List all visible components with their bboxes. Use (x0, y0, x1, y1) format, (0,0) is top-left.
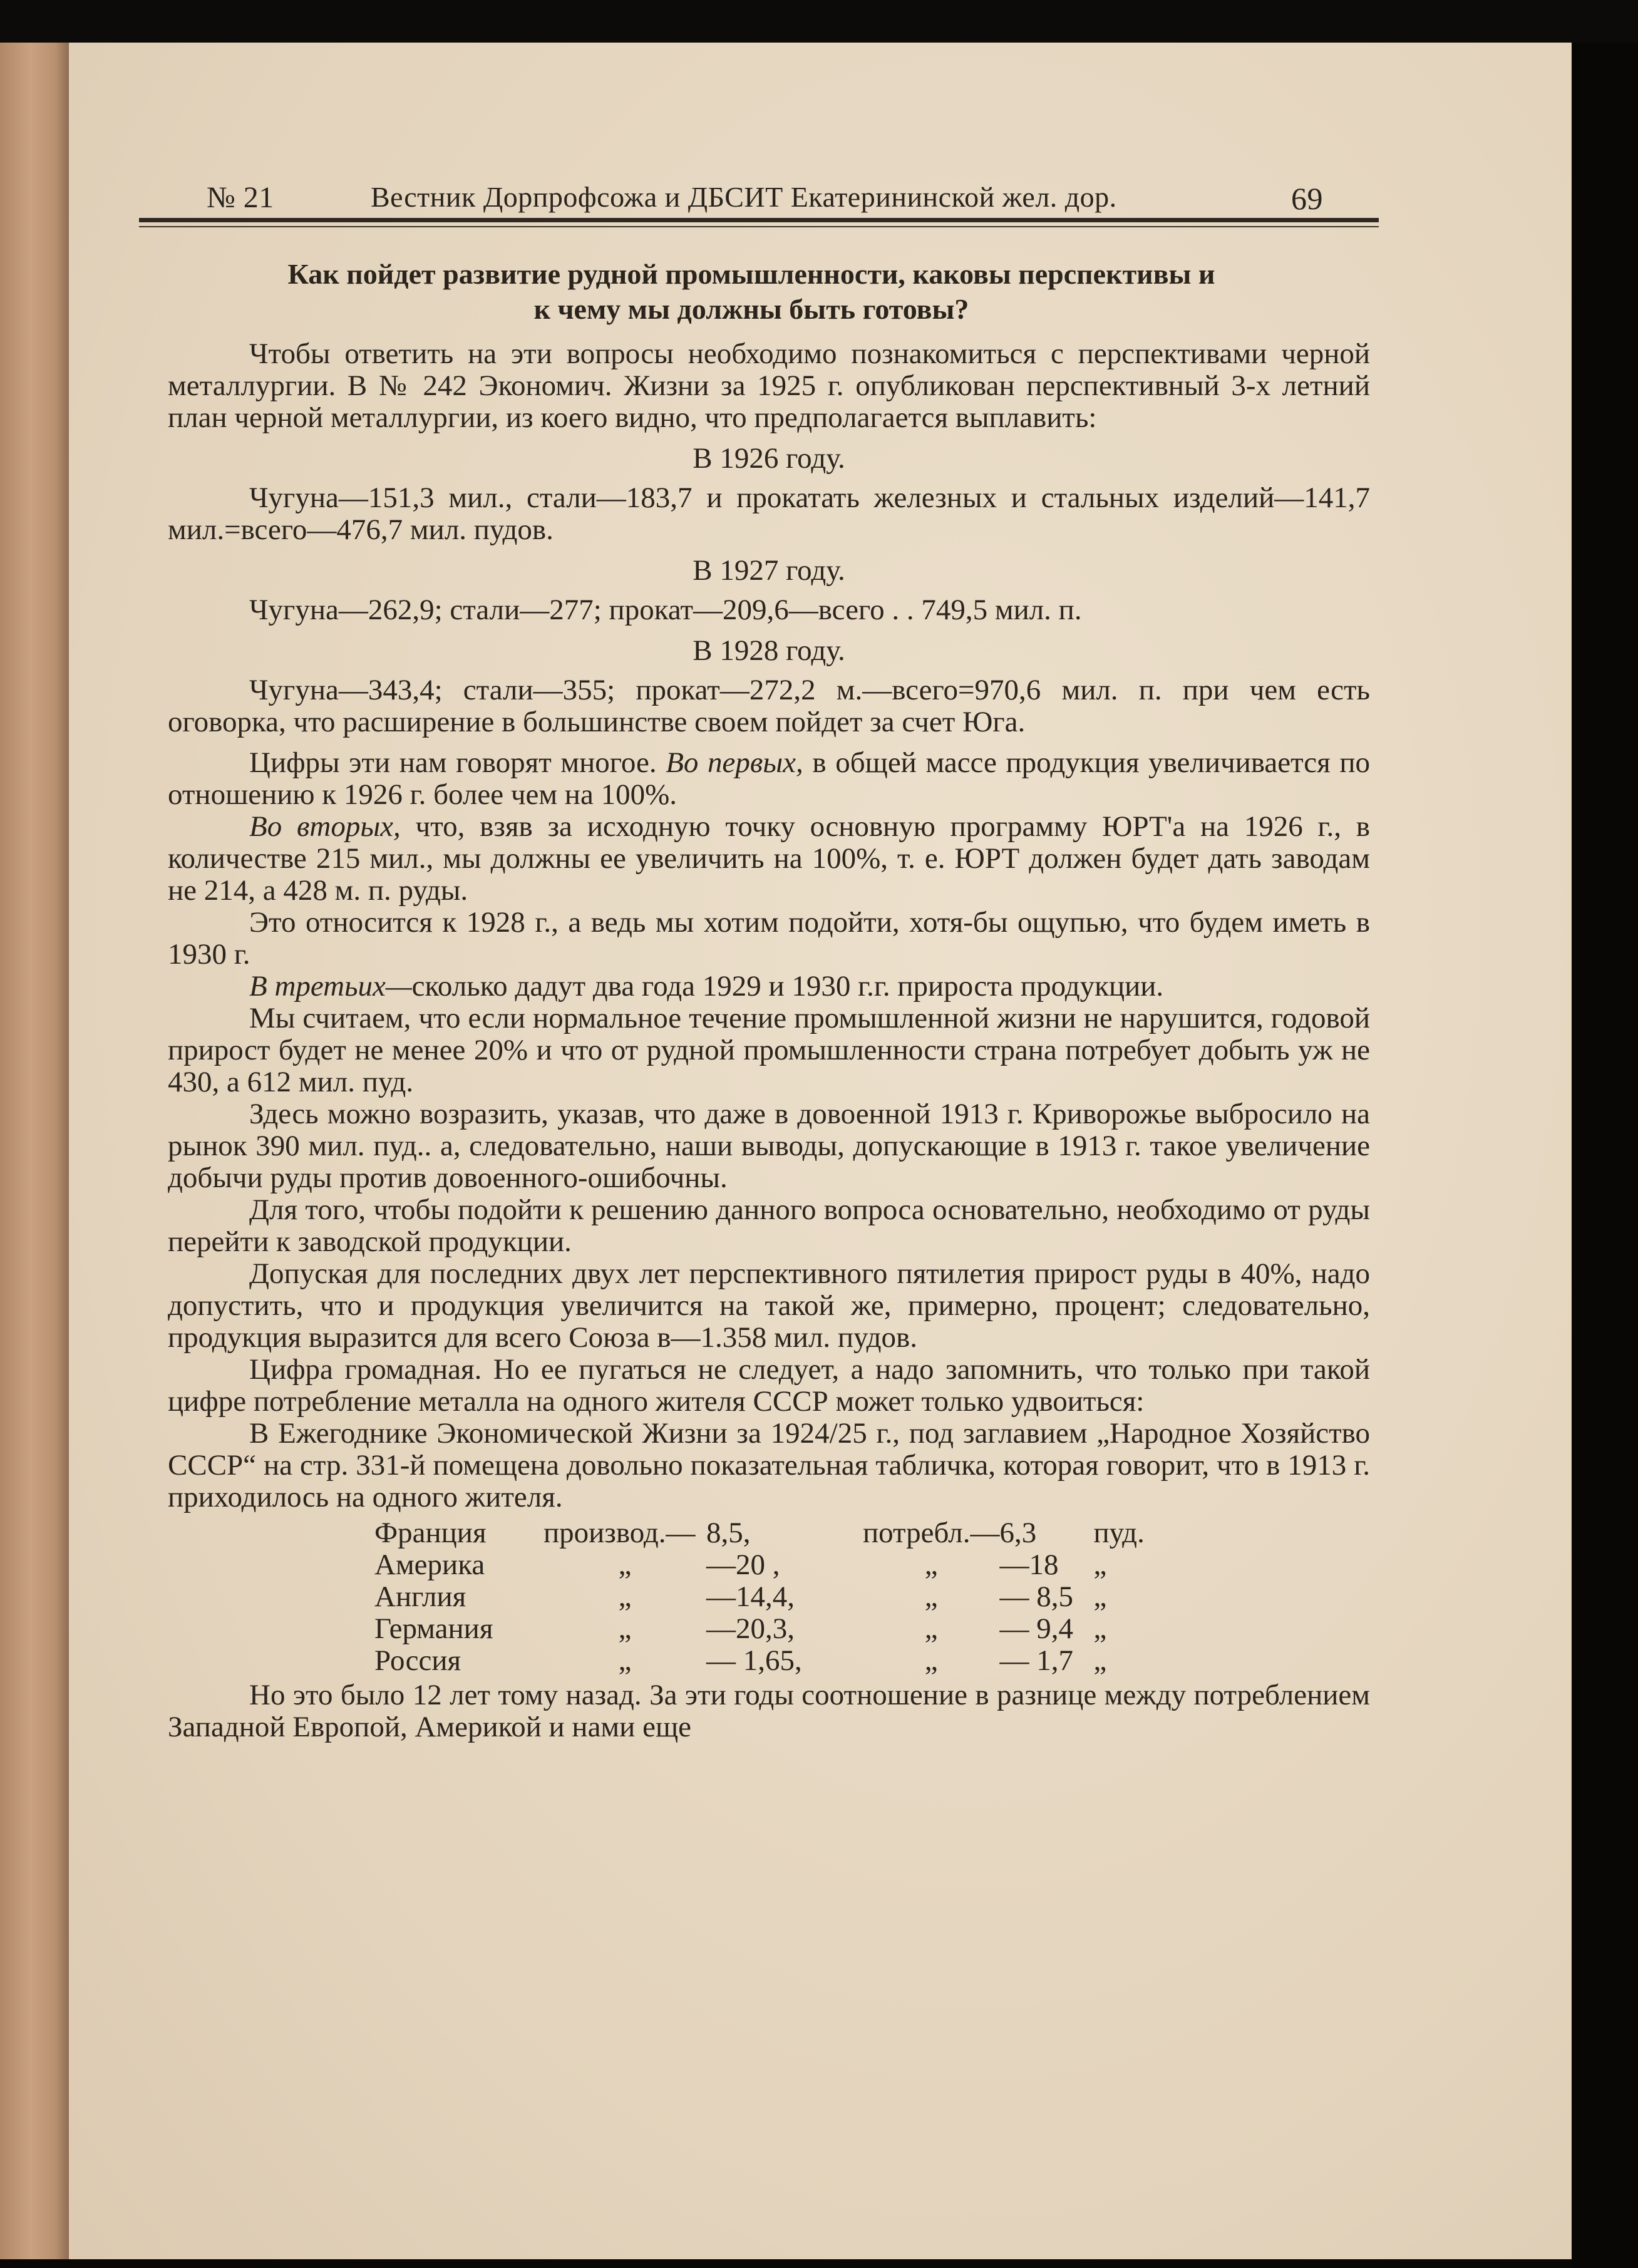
text-run: что, взяв за исходную точку основную программу ЮРТ'а на 1926 г., в количестве 215 мил., мы должны ее увеличить на 100%, т. е. ЮРТ должен будет дать заводам не 214, а 428 м. п. руды. (168, 810, 1370, 907)
paragraph-secondly (168, 811, 1370, 907)
ditto-mark: „ (1093, 1644, 1107, 1677)
year-heading-1928: В 1928 году. (693, 634, 845, 667)
ditto-mark: „ (618, 1612, 632, 1645)
country-cell: Англия (374, 1580, 466, 1613)
page-number: 69 (1291, 181, 1323, 216)
ditto-mark: „ (924, 1612, 938, 1645)
unit-cell: пуд. (1093, 1517, 1145, 1549)
emphasis: Во первых, (666, 746, 803, 779)
production-value: 8,5, (706, 1517, 751, 1549)
ditto-mark: „ (1093, 1549, 1107, 1581)
consumption-value: —18 (999, 1549, 1059, 1581)
header-rule-thin (139, 226, 1379, 227)
paragraph: Цифра громадная. Но ее пугаться не следует, а надо запомнить, что только при такой цифре потребление металла на одного жителя СССР может только удвоиться: (168, 1353, 1370, 1418)
paragraph: Мы считаем, что если нормальное течение промышленной жизни не нарушится, годовой прирост будет не менее 20% и что от рудной промышленности страна потребует добыть уж не 430, а 612 мил. пуд. (168, 1002, 1370, 1098)
paragraph: Для того, чтобы подойти к решению данного вопроса основательно, необходимо от руды перейти к заводской продукции. (168, 1193, 1370, 1258)
table-row (374, 1549, 1145, 1581)
paragraph-1927: Чугуна—262,9; стали—277; прокат—209,6—всего . . 749,5 мил. п. (249, 594, 1082, 626)
article-title (138, 257, 1365, 327)
ditto-mark: „ (924, 1644, 938, 1677)
ditto-mark: „ (1093, 1612, 1107, 1645)
article-title-line-2: к чему мы должны быть готовы? (533, 293, 969, 325)
article-title-line-1: Как пойдет развитие рудной промышленности, каковы перспективы и (287, 258, 1215, 290)
issue-number: № 21 (207, 181, 274, 214)
consumption-value: — 9,4 (999, 1612, 1073, 1645)
paragraph-thirdly (168, 971, 1370, 1003)
production-value: —20 , (706, 1549, 780, 1581)
production-value: —14,4, (706, 1580, 795, 1613)
emphasis: Во вторых, (249, 810, 401, 843)
year-heading-1926: В 1926 году. (693, 442, 845, 475)
ditto-mark: „ (618, 1549, 632, 1581)
table-row (374, 1613, 1145, 1645)
consumption-value: — 1,7 (999, 1644, 1073, 1677)
country-cell: Германия (374, 1612, 493, 1645)
scan-right-border (1572, 43, 1638, 2268)
running-head (139, 175, 1379, 219)
header-rule-thick (139, 218, 1379, 222)
ditto-mark: „ (924, 1580, 938, 1613)
table-row (374, 1645, 1145, 1677)
text-run: Цифры эти нам говорят многое. (249, 746, 666, 779)
paragraph: Допуская для последних двух лет перспективного пятилетия прирост руды в 40%, надо допустить, что и продукция увеличится на такой же, примерно, процент; следовательно, продукция выразится для всего Союза в—1.358 мил. пудов. (168, 1257, 1370, 1354)
ditto-mark: „ (1093, 1580, 1107, 1613)
production-value: — 1,65, (706, 1644, 802, 1677)
consumption-value: — 8,5 (999, 1580, 1073, 1613)
paragraph-1926: Чугуна—151,3 мил., стали—183,7 и прокатать железных и стальных изделий—141,7 мил.=всего—476,7 мил. пудов. (168, 482, 1370, 546)
table-row (374, 1517, 1145, 1549)
paragraph: Здесь можно возразить, указав, что даже в довоенной 1913 г. Криворожье выбросило на рынок 390 мил. пуд.. а, следовательно, наши выводы, допускающие в 1913 г. такое увеличение добычи руды против довоенного-ошибочны. (168, 1098, 1370, 1194)
text-run: сколько дадут два года 1929 и 1930 г.г. прироста продукции. (411, 970, 1164, 1003)
country-cell: Франция (374, 1517, 487, 1549)
article-body (168, 338, 1370, 1743)
country-cell: Америка (374, 1549, 485, 1581)
paragraph-firstly (168, 747, 1370, 811)
consumption-label: потребл.— (863, 1517, 1000, 1549)
text-run: в общей массе продукция увеличивается по отношению к 1926 г. более чем на 100%. (168, 746, 1370, 811)
paragraph: В Ежегоднике Экономической Жизни за 1924/25 г., под заглавием „Народное Хозяйство СССР“ на стр. 331-й помещена довольно показательная табличка, которая говорит, что в 1913 г. приходилось на одного жителя. (168, 1417, 1370, 1513)
scan-top-border (0, 0, 1638, 43)
paragraph: Это относится к 1928 г., а ведь мы хотим подойти, хотя-бы ощупью, что будем иметь в 1930 г. (168, 906, 1370, 971)
country-cell: Россия (374, 1644, 461, 1677)
paragraph-1928: Чугуна—343,4; стали—355; прокат—272,2 м.—всего=970,6 мил. п. при чем есть оговорка, что расширение в большинстве своем пойдет за счет Юга. (168, 674, 1370, 738)
consumption-value: 6,3 (999, 1517, 1037, 1549)
book-spine (0, 43, 69, 2259)
ditto-mark: „ (924, 1549, 938, 1581)
paragraph: Чтобы ответить на эти вопросы необходимо познакомиться с перспективами черной металлургии. В № 242 Экономич. Жизни за 1925 г. опубликован перспективный 3-х летний план черной металлургии, из коего видно, что предполагается выплавить: (168, 338, 1370, 434)
paragraph: Но это было 12 лет тому назад. За эти годы соотношение в разнице между потреблением Западной Европой, Америкой и нами еще (168, 1679, 1370, 1743)
ditto-mark: „ (618, 1644, 632, 1677)
year-heading-1927: В 1927 году. (693, 554, 845, 587)
production-value: —20,3, (706, 1612, 795, 1645)
table-row (374, 1581, 1145, 1613)
emphasis: В третьих— (249, 970, 412, 1003)
consumption-table (374, 1517, 1145, 1677)
production-label: производ.— (543, 1517, 696, 1549)
journal-name: Вестник Дорпрофсожа и ДБСИТ Екатерининской жел. дор. (371, 181, 1117, 213)
ditto-mark: „ (618, 1580, 632, 1613)
